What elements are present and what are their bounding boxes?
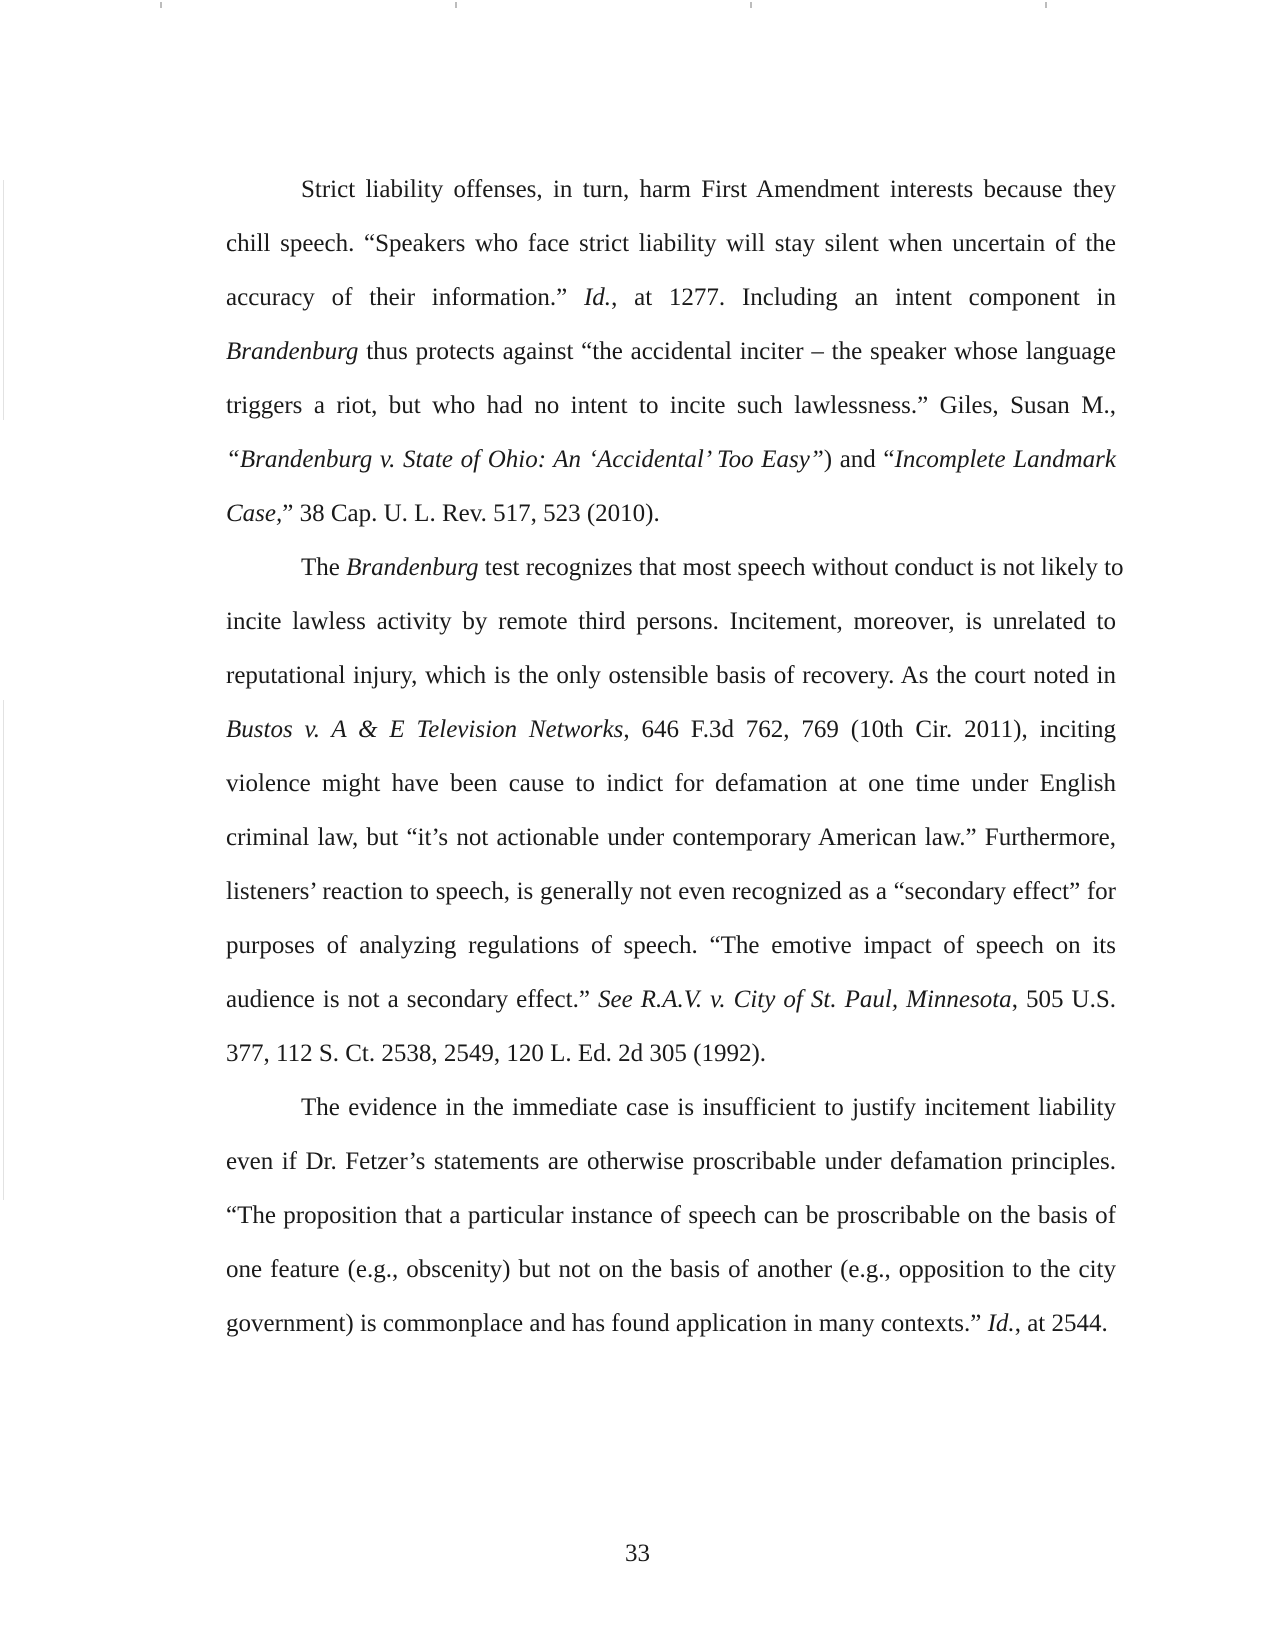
text-run: thus protects against “the accidental inciter – the speaker whose language [358,338,1116,365]
text-line [226,877,1116,907]
text-line [226,175,1116,205]
text-line [226,1201,1116,1231]
text-line [226,1255,1116,1285]
scan-mark [455,2,457,8]
scan-mark [1045,2,1047,8]
text-line [226,1093,1116,1123]
text-line [226,985,1116,1015]
text-run: The evidence in the immediate case is insufficient to justify incitement liability [301,1094,1116,1121]
text-run: 377, 112 S. Ct. 2538, 2549, 120 L. Ed. 2d 305 (1992). [226,1040,767,1067]
citation-id: Id. [583,284,612,311]
text-line [226,229,1116,259]
scan-mark [750,2,752,8]
text-run: Strict liability offenses, in turn, harm First Amendment interests because they [301,176,1116,203]
text-line [226,1309,1116,1339]
text-run: violence might have been cause to indict for defamation at one time under English [226,770,1116,797]
text-run: triggers a riot, but who had no intent to incite such lawlessness.” Giles, Susan M., [226,392,1116,419]
text-line [226,661,1116,691]
text-line [226,445,1116,475]
text-run: government) is commonplace and has found application in many contexts.” [226,1310,988,1337]
text-run: “The proposition that a particular instance of speech can be proscribable on the basis of [226,1202,1116,1229]
article-title: Case, [226,500,283,527]
case-name: Brandenburg [226,338,359,365]
text-run: The [301,554,347,581]
text-line [226,499,1116,529]
text-run: even if Dr. Fetzer’s statements are otherwise proscribable under defamation principles. [226,1148,1116,1175]
text-run: incite lawless activity by remote third persons. Incitement, moreover, is unrelated to [226,608,1116,635]
text-line [226,823,1116,853]
text-run: reputational injury, which is the only ostensible basis of recovery. As the court noted in [226,662,1116,689]
text-run: audience is not a secondary effect.” [226,986,598,1013]
text-run: , at 2544. [1014,1310,1108,1337]
citation-id: Id. [987,1310,1015,1337]
text-run: , 646 F.3d 762, 769 (10th Cir. 2011), inciting [623,716,1116,743]
text-line [226,769,1116,799]
scan-mark [160,2,162,8]
text-run: , at 1277. Including an intent component in [611,284,1116,311]
text-run: listeners’ reaction to speech, is generally not even recognized as a “secondary effect” for [226,878,1116,905]
article-title: Incomplete Landmark [894,446,1116,473]
scan-edge [3,180,4,420]
text-line [226,391,1116,421]
text-run: , 505 U.S. [1011,986,1116,1013]
text-run: accuracy of their information.” [226,284,584,311]
text-run: one feature (e.g., obscenity) but not on the basis of another (e.g., opposition to the city [226,1256,1116,1283]
article-title: “Brandenburg v. State of Ohio: An ‘Accidental’ Too Easy” [226,446,824,473]
text-line [226,931,1116,961]
text-line [226,1039,1116,1069]
case-name: See R.A.V. v. City of St. Paul, Minnesota [597,986,1012,1013]
case-name: Brandenburg [346,554,479,581]
text-run: test recognizes that most speech without conduct is not likely to [478,554,1124,581]
case-name: Bustos v. A & E Television Networks [226,716,624,743]
text-run: chill speech. “Speakers who face strict liability will stay silent when uncertain of the [226,230,1116,257]
text-run: ” 38 Cap. U. L. Rev. 517, 523 (2010). [282,500,660,527]
text-line [226,283,1116,313]
text-line [226,553,1124,583]
text-line [226,607,1116,637]
scan-edge [3,700,4,1200]
text-line [226,337,1116,367]
page-number: 33 [625,1540,650,1567]
text-run: purposes of analyzing regulations of speech. “The emotive impact of speech on its [226,932,1116,959]
text-run: criminal law, but “it’s not actionable under contemporary American law.” Furthermore, [226,824,1116,851]
text-line [226,1147,1116,1177]
text-line [226,715,1116,745]
text-run: ) and “ [823,446,895,473]
